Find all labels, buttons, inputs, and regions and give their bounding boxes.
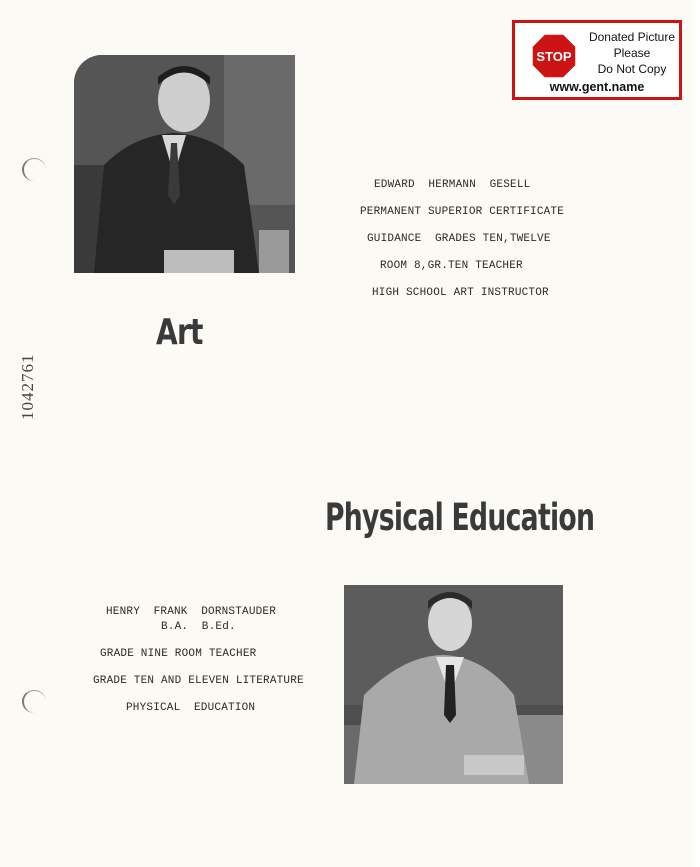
pe-teacher-photo — [344, 585, 563, 784]
pe-teacher-name: HENRY FRANK DORNSTAUDER — [106, 606, 277, 618]
stamp-line-1: Donated Picture — [588, 30, 676, 44]
stop-label: STOP — [536, 49, 572, 64]
art-teacher-photo — [74, 55, 295, 273]
art-teacher-room: ROOM 8,GR.TEN TEACHER — [380, 260, 523, 272]
pe-teacher-subject: PHYSICAL EDUCATION — [126, 702, 256, 714]
page-id-number: 1042761 — [18, 353, 37, 420]
pe-teacher-room: GRADE NINE ROOM TEACHER — [100, 648, 257, 660]
scan-edge — [688, 0, 700, 867]
art-heading: Art — [156, 312, 203, 353]
art-teacher-name: EDWARD HERMANN GESELL — [374, 179, 531, 191]
stamp-line-3: Do Not Copy — [597, 62, 667, 76]
stamp-url: www.gent.name — [549, 80, 645, 94]
art-teacher-guidance: GUIDANCE GRADES TEN,TWELVE — [367, 233, 551, 245]
binder-hole-icon — [22, 690, 46, 713]
donated-picture-stamp — [512, 20, 682, 100]
physical-education-heading: Physical Education — [325, 496, 595, 539]
stop-sign-icon — [531, 33, 577, 79]
art-teacher-certificate: PERMANENT SUPERIOR CERTIFICATE — [360, 206, 565, 218]
stamp-line-2: Please — [613, 46, 651, 60]
stamp-message — [583, 29, 681, 77]
pe-teacher-degrees: B.A. B.Ed. — [161, 621, 236, 633]
binder-hole-icon — [22, 158, 46, 181]
art-teacher-role: HIGH SCHOOL ART INSTRUCTOR — [372, 287, 549, 299]
pe-teacher-literature: GRADE TEN AND ELEVEN LITERATURE — [93, 675, 304, 687]
